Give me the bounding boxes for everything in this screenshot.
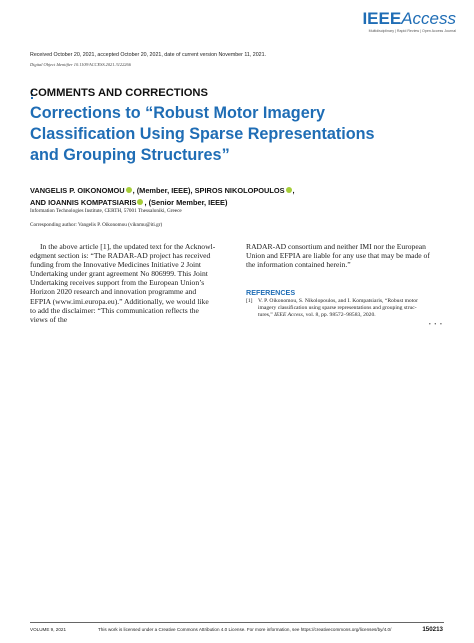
article-title	[30, 103, 430, 166]
body-line: Undertaking receives support from the European Union’s	[30, 278, 205, 288]
reference-line: tures,” IEEE Access, vol. 8, pp. 98572–98583, 2020.	[258, 312, 376, 319]
body-line: EFPIA (www.imi.europa.eu).” Additionally, we would like	[30, 296, 209, 306]
ieee-access-logo: IEEEAccess	[362, 9, 456, 28]
orcid-icon[interactable]	[137, 199, 143, 205]
body-line: Horizon 2020 research and innovation programme and	[30, 287, 197, 297]
body-line: to add the disclaimer: “This communication reflects the	[30, 305, 199, 315]
body-line: Undertaking under grant agreement No 806999. This Joint	[30, 269, 208, 279]
title-line: Corrections to “Robust Motor Imagery	[30, 104, 325, 122]
corresponding-author: Corresponding author: Vangelis P. Oikonomou (viknmu@iti.gr)	[30, 222, 163, 228]
body-line: edgment section is: “The RADAR-AD project has received	[30, 251, 211, 261]
reference-number: [1]	[246, 298, 253, 304]
title-line: and Grouping Structures”	[30, 146, 230, 164]
body-line: RADAR-AD consortium and neither IMI nor the European	[246, 242, 426, 251]
journal-name: IEEE Access	[274, 312, 303, 319]
doi-line: Digital Object Identifier 10.1109/ACCESS.2021.3122266	[30, 62, 131, 67]
title-line: Classification Using Sparse Representations	[30, 125, 375, 143]
orcid-icon[interactable]	[286, 187, 292, 193]
end-of-article-mark: • • •	[428, 322, 443, 328]
reference-item	[246, 298, 452, 320]
body-line: In the above article [1], the updated text for the Acknowl-	[40, 242, 216, 251]
body-column-left	[30, 242, 230, 324]
author-line: VANGELIS P. OIKONOMOU , (Member, IEEE), SPIROS NIKOLOPOULOS ,	[30, 186, 295, 195]
reference-line: V. P. Oikonomou, S. Nikolopoulos, and I. Kompatsiaris, “Robust motor	[258, 298, 418, 304]
footer-license[interactable]: This work is licensed under a Creative Commons Attribution 4.0 License. For more information, see https://creativecommons.org/licenses/by/4.0/	[98, 627, 392, 632]
author-line: AND IOANNIS KOMPATSIARIS , (Senior Member, IEEE)	[30, 198, 228, 207]
orcid-icon[interactable]	[126, 187, 132, 193]
section-label: COMMENTS AND CORRECTIONS	[30, 87, 208, 99]
page-number: 150213	[422, 626, 443, 633]
body-line: Union and EFPIA are liable for any use that may be made of	[246, 251, 430, 261]
journal-tagline: Multidisciplinary | Rapid Review | Open Access Journal	[368, 29, 456, 33]
affiliation: Information Technologies Institute, CERTH, 57001 Thessaloniki, Greece	[30, 208, 182, 214]
body-column-right	[246, 242, 446, 269]
body-line: funding from the Innovative Medicines Initiative 2 Joint	[30, 260, 202, 270]
references-heading: REFERENCES	[246, 288, 296, 297]
author-list	[30, 185, 295, 209]
body-line: views of the	[30, 314, 68, 324]
footer-divider	[30, 622, 444, 623]
footer-volume: VOLUME 9, 2021	[30, 627, 67, 632]
received-dates: Received October 20, 2021, accepted October 20, 2021, date of current version November 11, 2021.	[30, 52, 267, 58]
author-name: VANGELIS P. OIKONOMOU	[30, 186, 125, 195]
reference-line: imagery classification using sparse representations and grouping struc-	[258, 305, 417, 312]
journal-brand	[362, 10, 456, 33]
body-line: the information contained herein.”	[246, 260, 351, 270]
author-name: AND IOANNIS KOMPATSIARIS	[30, 198, 137, 207]
